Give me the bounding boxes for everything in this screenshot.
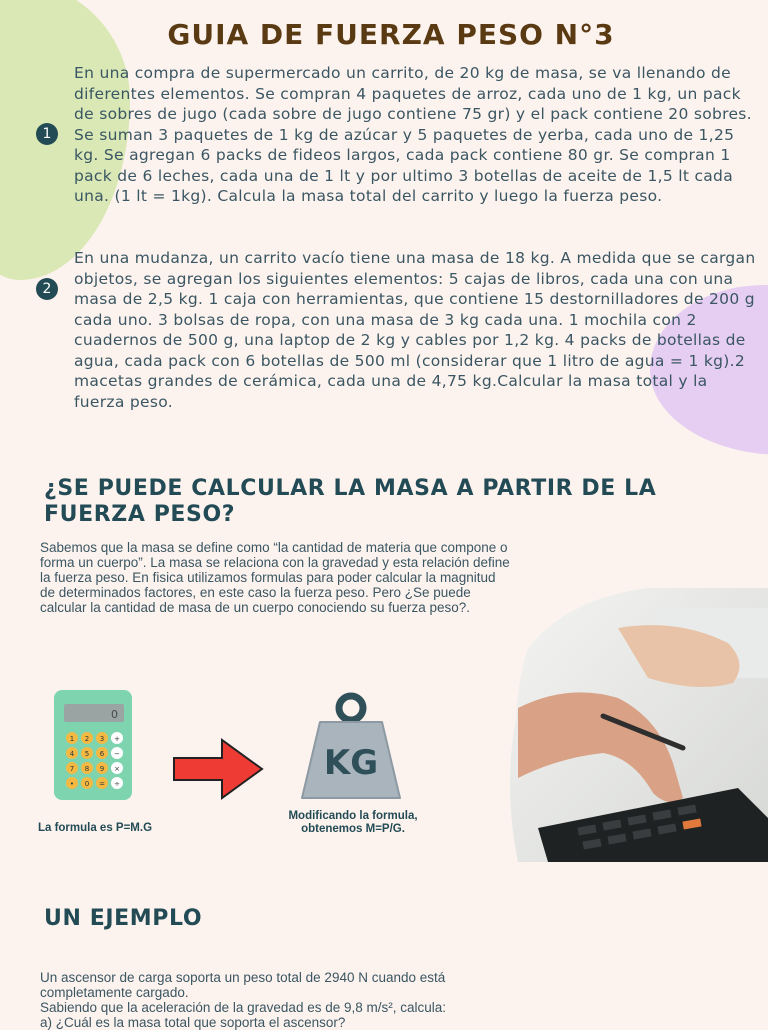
calculator-key-label: 2 — [84, 735, 90, 743]
caption-formula: La formula es P=M.G — [37, 822, 153, 834]
calculator-key-label: 4 — [69, 750, 75, 758]
example-line-3: a) ¿Cuál es la masa total que soporta el ascensor? — [40, 1015, 346, 1030]
calculator-display: 0 — [111, 708, 118, 721]
calculator-key-label: − — [114, 750, 120, 758]
calculator-key-label: 3 — [99, 735, 105, 743]
exercise-text-2: En una mudanza, un carrito vacío tiene una masa de 18 kg. A medida que se cargan objetos, se agregan los siguientes elementos: 5 cajas de libros, cada una con una masa de 2,5 kg. 1 caja con herramientas, que contiene 15 destornilladores de 200 g cada uno. 3 bolsas de ropa, con una masa de 3 kg cada una. 1 mochila con 2 cuadernos de 500 g, una laptop de 2 kg y cables por 1,2 kg. 4 packs de botellas de agua, cada pack con 6 botellas de 500 ml (considerar que 1 litro de agua = 1 kg).2 macetas grandes de cerámica, cada una de 4,75 kg.Calcular la masa total y la fuerza peso. — [74, 249, 756, 411]
calculator-key-label: 7 — [69, 765, 75, 773]
calculator-key-label: 5 — [84, 750, 90, 758]
calculator-key-label: = — [99, 780, 105, 788]
calculator-key-label: 6 — [99, 750, 105, 758]
example-line-1: Un ascensor de carga soporta un peso total de 2940 N cuando está completamente cargado. — [40, 970, 446, 1000]
calculator-key-label: • — [69, 780, 75, 788]
caption-modified-formula: Modificando la formula, obtenemos M=P/G. — [288, 810, 418, 835]
exercise-number-2: 2 — [36, 278, 58, 300]
calculator-key-label: 8 — [84, 765, 90, 773]
section-body-mass: Sabemos que la masa se define como “la cantidad de materia que compone o forma un cuerpo”. La masa se relaciona con la gravedad y esta relación define la fuerza peso. En fisica utilizamos formulas para poder calcular la magnitud de determinados factores, en este caso la fuerza peso. Pero ¿Se puede calcular la cantidad de masa de un cuerpo conociendo su fuerza peso?. — [40, 540, 510, 615]
arrow-shape — [174, 740, 262, 798]
section-body-example — [40, 970, 520, 1030]
calculator-key-label: 0 — [84, 780, 90, 788]
calculator-key-label: + — [114, 735, 120, 743]
page-title: GUIA DE FUERZA PESO N°3 — [167, 18, 615, 51]
calculator-icon — [52, 688, 136, 804]
arrow-right-icon — [172, 738, 266, 800]
weight-label: KG — [323, 743, 379, 783]
exercise-number-1: 1 — [36, 123, 58, 145]
example-line-2: Sabiendo que la aceleración de la gravedad es de 9,8 m/s², calcula: — [40, 1000, 447, 1015]
weight-handle — [339, 696, 363, 720]
exercise-text-1: En una compra de supermercado un carrito, de 20 kg de masa, se va llenando de diferentes elementos. Se compran 4 paquetes de arroz, cada uno de 1 kg, un pack de sobres de jugo (cada sobre de jugo contiene 75 gr) y el pack contiene 20 sobres. Se suman 3 paquetes de 1 kg de azúcar y 5 paquetes de yerba, cada uno de 1,25 kg. Se agregan 6 packs de fideos largos, cada pack contiene 80 gr. Se compran 1 pack de 6 leches, cada una de 1 lt y por ultimo 3 botellas de aceite de 1,5 lt cada una. (1 lt = 1kg). Calcula la masa total del carrito y luego la fuerza peso. — [74, 64, 752, 205]
weight-kg-icon — [296, 690, 406, 802]
calculator-key-label: ÷ — [114, 780, 120, 788]
calculator-key-label: 9 — [99, 765, 105, 773]
section-heading-mass: ¿SE PUEDE CALCULAR LA MASA A PARTIR DE LA FUERZA PESO? — [44, 476, 657, 527]
photo-hands-calculator — [508, 588, 768, 862]
calculator-key-label: × — [114, 765, 120, 773]
calculator-key-label: 1 — [69, 735, 75, 743]
section-heading-example: UN EJEMPLO — [44, 906, 203, 931]
